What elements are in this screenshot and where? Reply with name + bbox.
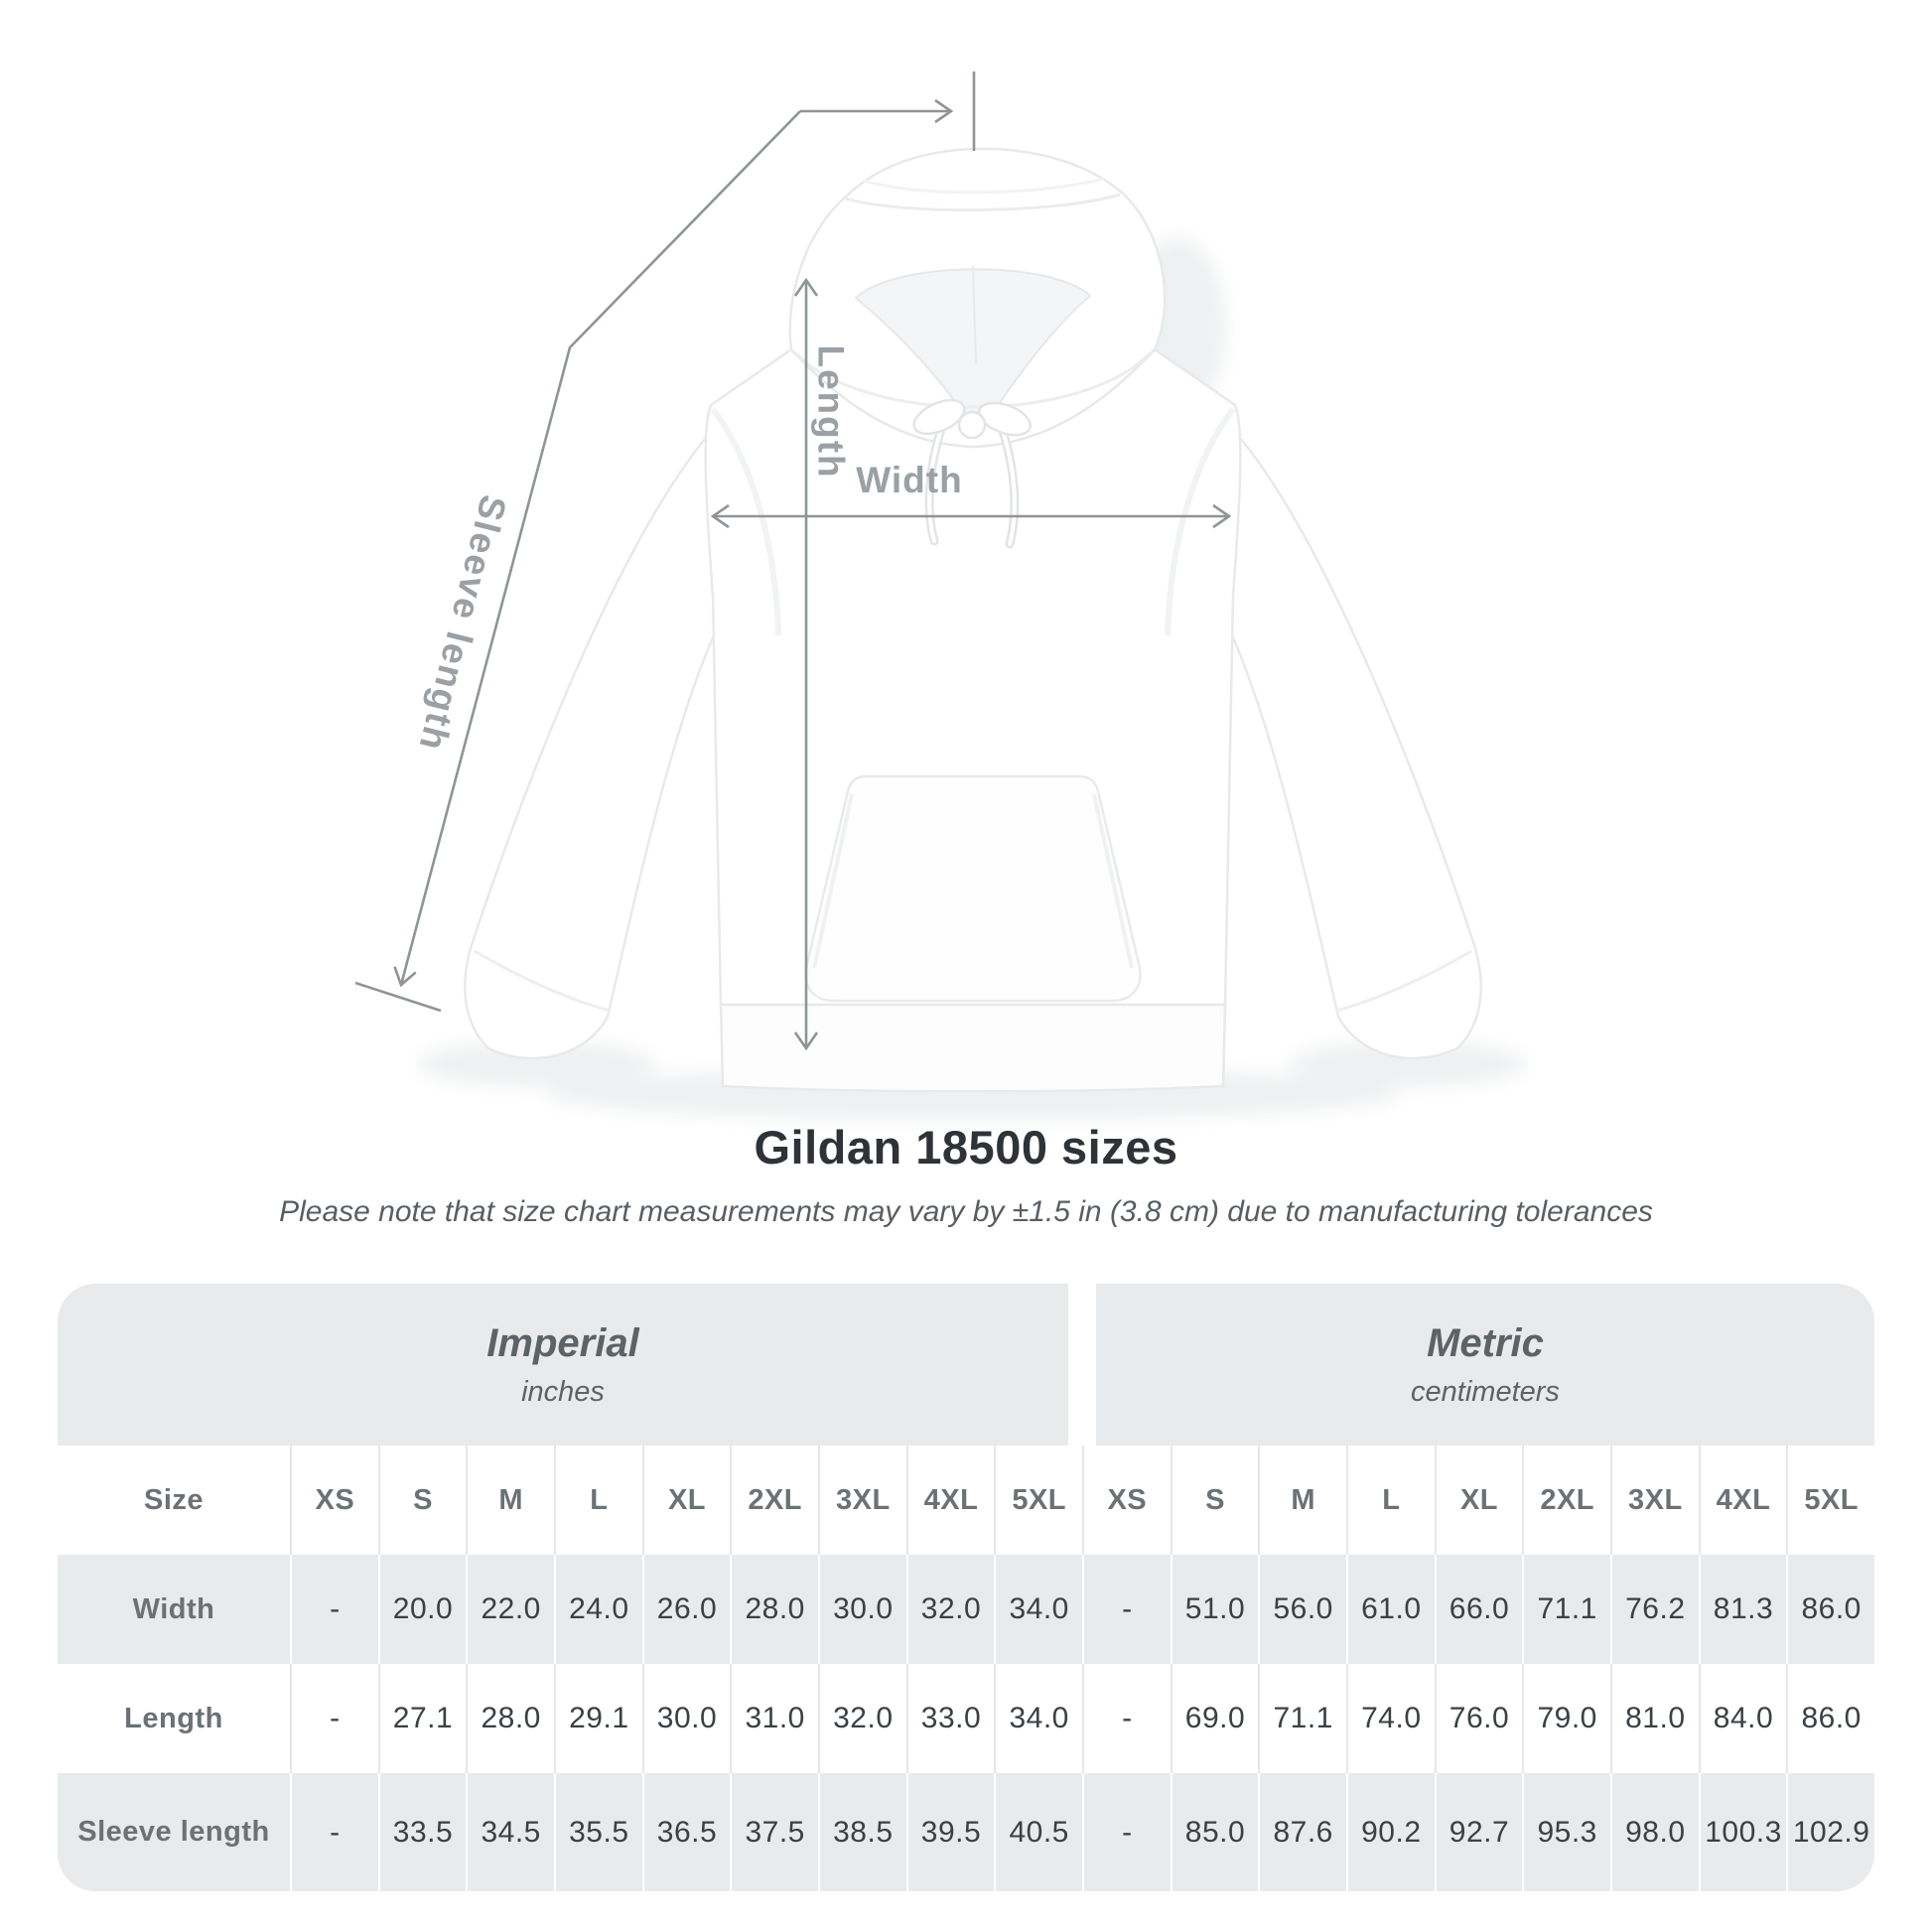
hoodie-right-sleeve (1203, 412, 1481, 1058)
measurement-row (58, 1555, 1874, 1664)
value-cell: 102.9 (1786, 1773, 1874, 1891)
value-cell: 36.5 (642, 1773, 731, 1891)
size-column-header: Size (143, 1483, 205, 1516)
metric-label: Metric (1427, 1320, 1544, 1365)
metric-unit-label: centimeters (1411, 1375, 1560, 1408)
value-cell: 31.0 (730, 1664, 818, 1773)
value-cell: 34.0 (994, 1664, 1082, 1773)
value-cell: 84.0 (1699, 1664, 1787, 1773)
value-cell: 35.5 (554, 1773, 642, 1891)
value-cell: 51.0 (1171, 1555, 1259, 1664)
size-header-cell: XL (642, 1446, 731, 1555)
imperial-unit-label: inches (521, 1375, 605, 1408)
value-cell: 86.0 (1786, 1664, 1874, 1773)
value-cell: 56.0 (1258, 1555, 1346, 1664)
value-cell: 28.0 (466, 1664, 554, 1773)
value-cell: 28.0 (730, 1555, 818, 1664)
value-cell: 76.0 (1435, 1664, 1523, 1773)
value-cell: 22.0 (466, 1555, 554, 1664)
size-header-cell: 2XL (1522, 1446, 1610, 1555)
value-cell: 26.0 (642, 1555, 731, 1664)
value-cell: 30.0 (642, 1664, 731, 1773)
value-cell: 32.0 (818, 1664, 906, 1773)
size-header-cell: S (378, 1446, 467, 1555)
value-cell: 74.0 (1346, 1664, 1435, 1773)
size-header-cell: 4XL (906, 1446, 995, 1555)
value-cell: 81.0 (1610, 1664, 1699, 1773)
kangaroo-pocket (806, 776, 1141, 1001)
size-header-cell: L (554, 1446, 642, 1555)
size-header-cell: L (1346, 1446, 1435, 1555)
value-cell: 66.0 (1435, 1555, 1523, 1664)
measurement-row (58, 1773, 1874, 1891)
size-header-cell: XS (290, 1446, 378, 1555)
size-header-cell: 5XL (994, 1446, 1082, 1555)
imperial-label: Imperial (486, 1320, 639, 1365)
value-cell: 92.7 (1435, 1773, 1523, 1891)
value-cell: 20.0 (378, 1555, 467, 1664)
row-label: Length (124, 1702, 223, 1734)
length-label: Length (810, 345, 852, 480)
value-cell: 79.0 (1522, 1664, 1610, 1773)
hoodie-hem-band (721, 1005, 1225, 1091)
value-cell: 29.1 (554, 1664, 642, 1773)
value-cell: 71.1 (1258, 1664, 1346, 1773)
value-cell: 32.0 (906, 1555, 995, 1664)
metric-group-header (1096, 1284, 1874, 1446)
size-chart-table (58, 1284, 1874, 1891)
size-header-row (58, 1446, 1874, 1555)
value-cell: - (1082, 1773, 1171, 1891)
value-cell: 33.5 (378, 1773, 467, 1891)
size-header-cell: 4XL (1699, 1446, 1787, 1555)
value-cell: - (290, 1664, 378, 1773)
value-cell: 27.1 (378, 1664, 467, 1773)
size-header-cell: M (466, 1446, 554, 1555)
value-cell: 30.0 (818, 1555, 906, 1664)
value-cell: 85.0 (1171, 1773, 1259, 1891)
value-cell: 95.3 (1522, 1773, 1610, 1891)
size-header-cell: S (1171, 1446, 1259, 1555)
value-cell: 34.0 (994, 1555, 1082, 1664)
tolerance-note: Please note that size chart measurements may vary by ±1.5 in (3.8 cm) due to manufacturing tolerances (279, 1195, 1653, 1228)
value-cell: - (1082, 1664, 1171, 1773)
value-cell: 61.0 (1346, 1555, 1435, 1664)
value-cell: 71.1 (1522, 1555, 1610, 1664)
size-header-cell: XL (1435, 1446, 1523, 1555)
value-cell: 69.0 (1171, 1664, 1259, 1773)
row-label: Sleeve length (77, 1816, 270, 1848)
value-cell: - (290, 1555, 378, 1664)
sleeve-end-tick (355, 983, 441, 1011)
size-header-cell: XS (1082, 1446, 1171, 1555)
value-cell: - (290, 1773, 378, 1891)
value-cell: 81.3 (1699, 1555, 1787, 1664)
value-cell: 37.5 (730, 1773, 818, 1891)
value-cell: 100.3 (1699, 1773, 1787, 1891)
value-cell: 39.5 (906, 1773, 995, 1891)
unit-group-header-row (58, 1284, 1874, 1446)
size-header-cell: 3XL (818, 1446, 906, 1555)
value-cell: 98.0 (1610, 1773, 1699, 1891)
sleeve-length-label: Sleeve length (411, 490, 514, 757)
measurement-row (58, 1664, 1874, 1773)
value-cell: 87.6 (1258, 1773, 1346, 1891)
value-cell: 24.0 (554, 1555, 642, 1664)
size-header-cell: M (1258, 1446, 1346, 1555)
size-header-cell: 2XL (730, 1446, 818, 1555)
value-cell: 40.5 (994, 1773, 1082, 1891)
width-label: Width (856, 460, 963, 500)
value-cell: 38.5 (818, 1773, 906, 1891)
size-header-cell: 5XL (1786, 1446, 1874, 1555)
imperial-group-header (58, 1284, 1068, 1446)
value-cell: 34.5 (466, 1773, 554, 1891)
row-label: Width (132, 1592, 215, 1625)
value-cell: 86.0 (1786, 1555, 1874, 1664)
value-cell: 33.0 (906, 1664, 995, 1773)
value-cell: - (1082, 1555, 1171, 1664)
value-cell: 90.2 (1346, 1773, 1435, 1891)
page-title: Gildan 18500 sizes (754, 1121, 1178, 1173)
value-cell: 76.2 (1610, 1555, 1699, 1664)
size-header-cell: 3XL (1610, 1446, 1699, 1555)
